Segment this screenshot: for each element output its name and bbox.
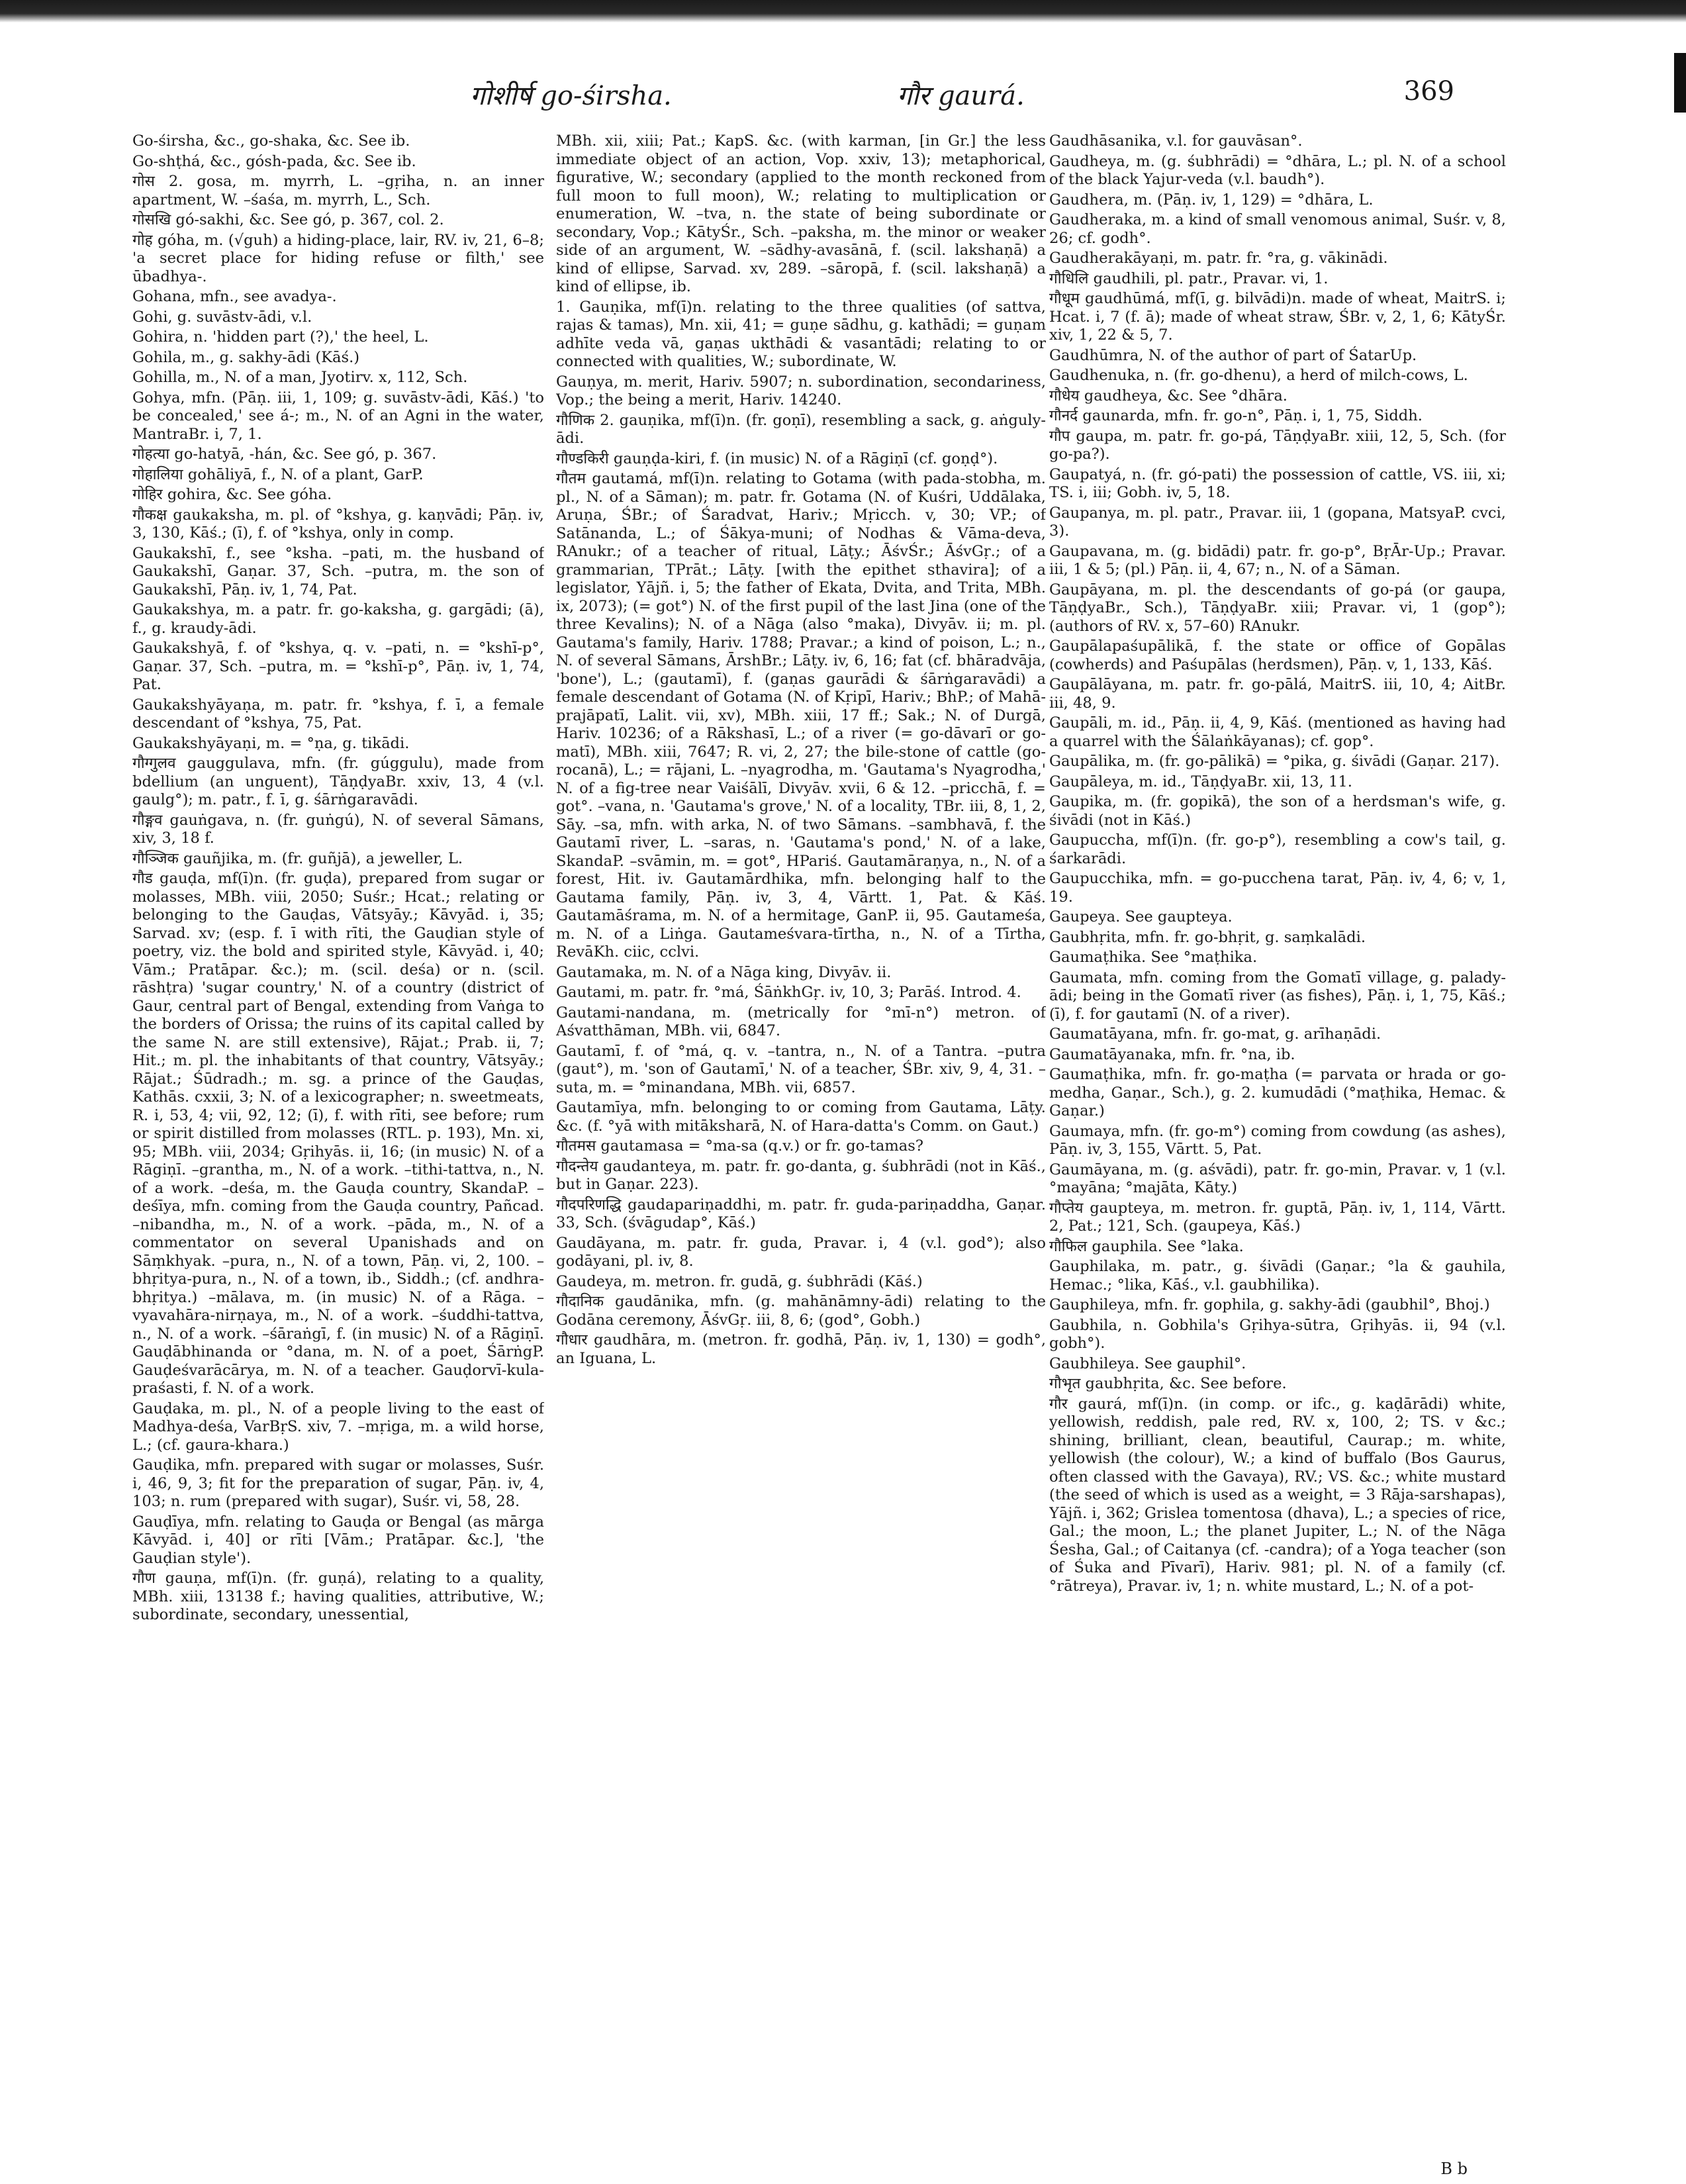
dictionary-entry: Gaumāyana, m. (g. aśvādi), patr. fr. go-min, Pravar. v, 1 (v.l. °mayāna; °majāta, Kāty.): [1049, 1161, 1506, 1196]
dictionary-entry: Gohya, mfn. (Pāṇ. iii, 1, 109; g. suvāstv-ādi, Kāś.) 'to be concealed,' see á-; m., N. of an Agni in the water, MantraBr. i, 7, 1.: [132, 389, 544, 443]
dictionary-entry: गोह góha, m. (√guh) a hiding-place, lair, RV. iv, 21, 6–8; 'a secret place for hiding refuse or filth,' see ūbadhya-.: [132, 231, 544, 285]
dictionary-entry: गौतमस gautamasa = °ma-sa (q.v.) or fr. go-tamas?: [556, 1137, 923, 1155]
dictionary-entry: गौधेय gaudheya, &c. See °dhāra.: [1049, 387, 1288, 404]
dictionary-entry: Gauṇya, m. merit, Hariv. 5907; n. subordination, secondariness, Vop.; the being a merit, Hariv. 14240.: [556, 373, 1046, 408]
dictionary-entry: गौदानिक gaudānika, mfn. (g. mahānāmny-ādi) relating to the Godāna ceremony, ĀśvGṛ. iii, 8, 6; (god°, Gobh.): [556, 1293, 1046, 1329]
dictionary-entry: Gautamaka, m. N. of a Nāga king, Divyāv. ii.: [556, 963, 892, 981]
header-center-catchword: गौर gaurá.: [897, 81, 1025, 111]
dictionary-entry: Gautami-nandana, m. (metrically for °mī-n°) metron. of Aśvatthāman, MBh. vii, 6847.: [556, 1004, 1046, 1039]
dictionary-entry: Gaukakshyāyaṇi, m. = °ṇa, g. tikādi.: [132, 734, 410, 752]
dictionary-entry: Gaudherakāyaṇi, m. patr. fr. °ra, g. vākinādi.: [1049, 250, 1388, 267]
dictionary-entry: गौप gaupa, m. patr. fr. go-pá, TāṇḍyaBr. xiii, 12, 5, Sch. (for go-pa?).: [1049, 427, 1506, 463]
dictionary-entry: Gohana, mfn., see avadya-.: [132, 288, 337, 305]
dictionary-entry: MBh. xii, xiii; Pat.; KapS. &c. (with karman, [in Gr.] the less immediate object of an action, Vop. xxiv, 13); metaphorical, figurative, W.; secondary (applied to the month reckoned from full moon to full moon), W.; relating to multiplication or enumeration, W. –tva, n. the state of being subordinate or secondary, Vop.; KātyŚr., Sch. –paksha, m. the minor or weaker side of an argument, W. –sādhy-avasānā, f. (scil. lakshaṇā) a kind of ellipse, Sarvad. xv, 289. –sāropā, f. (scil. lakshaṇā) a kind of ellipse, ib.: [556, 132, 1046, 295]
dictionary-entry: गौण gauṇa, mf(ī)n. (fr. guṇá), relating to a quality, MBh. xiii, 13138 f.; having qualities, attributive, W.; subordinate, secondary, unessential,: [132, 1570, 544, 1623]
dictionary-entry: गौफिल gauphila. See °laka.: [1049, 1237, 1244, 1255]
scan-top-edge: [0, 0, 1686, 23]
dictionary-entry: गौधूम gaudhūmá, mf(ī, g. bilvādi)n. made of wheat, MaitrS. i; Hcat. i, 7 (f. ā); made of wheat straw, ŚBr. v, 2, 1, 6; KātyŚr. xiv, 1, 22 & 5, 7.: [1049, 290, 1506, 344]
dictionary-entry: Gaupālika, m. (fr. go-pālikā) = °pika, g. śivādi (Gaṇar. 217).: [1049, 753, 1500, 770]
dictionary-entry: गोहालिया gohāliyā, f., N. of a plant, GarP.: [132, 465, 424, 483]
dictionary-entry: गौतम gautamá, mf(ī)n. relating to Gotama (with pada-stobha, m. pl., N. of a Sāman); m. patr. fr. Gotama (N. of Kuśri, Uddālaka, Aruṇa, ŚBr.; of Śaradvat, Hariv.; Mṛicch. v, 30; VP.; of Satānanda, L.; of Śākya-muni; of Nodhas & Vāma-deva, RAnukr.; of a teacher of ritual, Lāṭy.; ĀśvŚr.; ĀśvGṛ.; of a grammarian, TPrāt.; Lāṭy. [with the epithet sthavira]; of a legislator, Yājñ. i, 5; the father of Ekata, Dvita, and Trita, MBh. ix, 2073); (= got°) N. of the first pupil of the last Jina (one of the three Kevalins); N. of a Nāga (also °maka), Divyāv. ii; m. pl. Gautama's family, Hariv. 1788; Pravar.; a kind of poison, L.; n., N. of several Sāmans, ĀrshBr.; Lāṭy. iv, 6, 16; fat (cf. bhāradvāja, 'bone'), L.; (gautamī), f. (gaṇas gaurādi & śārṅgaravādi) a female descendant of Gotama (N. of Kṛipī, Hariv.; BhP.; of Mahā-prajāpatī, Lalit. vii, xv), MBh. xiii, 17 ff.; Sak.; N. of Durgā, Hariv. 10236; of a Rākshasī, L.; of a river (= go-dāvarī or go-matī), MBh. xiii, 7647; R. vi, 2, 27; the bile-stone of cattle (go-rocanā), L.; = rājani, L. –nyagrodha, m. 'Gautama's Nyagrodha,' N. of a fig-tree near Vaiśālī, Divyāv. xvii, 6 & 12. –pricchā, f. = got°. –vana, n. 'Gautama's grove,' N. of a locality, TBr. iii, 8, 1, 2, Sāy. –sa, mfn. with arka, N. of two Sāmans. –sambhavā, f. the Gautamī river, L. –saras, n. 'Gautama's pond,' N. of a lake, SkandaP. –svāmin, m. = got°, HPariś. Gautamāraṇya, n., N. of a forest, Hit. iv. Gautamārdhika, mfn. belonging half to the Gautama family, Pāṇ. iv, 3, 4, Vārtt. 1, Pat. & Kāś. Gautamāśrama, m. N. of a hermitage, GanP. ii, 95. Gautameśa, m. N. of a Liṅga. Gautameśvara-tīrtha, n., N. of a Tīrtha, RevāKh. ciic, cclvi.: [556, 470, 1046, 961]
dictionary-entry: Gaubhila, n. Gobhila's Gṛihya-sūtra, Gṛihyās. ii, 94 (v.l. gobh°).: [1049, 1316, 1506, 1352]
dictionary-entry: गौभृत gaubhṛita, &c. See before.: [1049, 1375, 1287, 1392]
header-left-catchword: गोशीर्ष go-śirsha.: [470, 81, 672, 111]
dictionary-entry: Gautamī, f. of °má, q. v. –tantra, n., N. of a Tantra. –putra (gaut°), m. 'son of Gautamī,' N. of a teacher, ŚBr. xiv, 9, 4, 31. –suta, m. = °minandana, MBh. vii, 6857.: [556, 1042, 1046, 1096]
page-number: 369: [1403, 76, 1454, 107]
dictionary-entry: Gaupanya, m. pl. patr., Pravar. iii, 1 (gopana, MatsyaP. cvci, 3).: [1049, 504, 1506, 540]
column-middle: [556, 132, 1046, 2152]
dictionary-entry: Gaumata, mfn. coming from the Gomatī village, g. palady-ādi; being in the Gomatī river (as fishes), Pāṇ. i, 1, 75, Kāś.; (ī), f. for gautamī (N. of a river).: [1049, 969, 1506, 1023]
dictionary-entry: गौङ्गव gauṅgava, n. (fr. guṅgú), N. of several Sāmans, xiv, 3, 18 f.: [132, 811, 544, 847]
dictionary-entry: गौधिलि gaudhili, pl. patr., Pravar. vi, 1.: [1049, 269, 1329, 287]
dictionary-entry: Gaukakshyā, f. of °kshya, q. v. –pati, n. = °kshī-p°, Gaṇar. 37, Sch. –putra, m. = °kshī-p°, Pāṇ. iv, 1, 74, Pat.: [132, 640, 544, 693]
dictionary-entry: Gaukakshya, m. a patr. fr. go-kaksha, g. gargādi; (ā), f., g. kraudy-ādi.: [132, 601, 544, 637]
dictionary-entry: Gauḍaka, m. pl., N. of a people living to the east of Madhya-deśa, VarBṛS. xiv, 7. –mṛiga, m. a wild horse, L.; (cf. gaura-khara.): [132, 1400, 544, 1454]
dictionary-entry: Gautami, m. patr. fr. °má, ŚāṅkhGṛ. iv, 10, 3; Parāś. Introd. 4.: [556, 984, 1021, 1001]
dictionary-entry: Gaupika, m. (fr. gopikā), the son of a herdsman's wife, g. śivādi (not in Kāś.): [1049, 793, 1506, 829]
dictionary-entry: Gohi, g. suvāstv-ādi, v.l.: [132, 308, 312, 326]
dictionary-entry: Gaupāyana, m. pl. the descendants of go-pá (or gaupa, TāṇḍyaBr., Sch.), TāṇḍyaBr. xiii; Pravar. vi, 1 (gop°); (authors of RV. x, 57–60) RAnukr.: [1049, 581, 1506, 635]
dictionary-entry: Gaupucchika, mfn. = go-pucchena tarat, Pāṇ. iv, 4, 6; v, 1, 19.: [1049, 870, 1506, 906]
dictionary-entry: Gaukakshyāyaṇa, m. patr. fr. °kshya, f. ī, a female descendant of °kshya, 75, Pat.: [132, 696, 544, 732]
dictionary-entry: Gaupatyá, n. (fr. gó-pati) the possession of cattle, VS. iii, xi; TS. i, iii; Gobh. iv, 5, 18.: [1049, 465, 1506, 501]
dictionary-entry: गोहिर gohira, &c. See góha.: [132, 486, 332, 503]
dictionary-entry: Gauḍika, mfn. prepared with sugar or molasses, Suśr. i, 46, 9, 3; fit for the preparation of sugar, Pāṇ. iv, 4, 103; n. rum (prepared with sugar), Suśr. vi, 58, 28.: [132, 1456, 544, 1510]
dictionary-entry: Gaumaṭhika, mfn. fr. go-maṭha (= parvata or hrada or go-medha, Gaṇar., Sch.), g. 2. kumudādi (°maṭhika, Hemac. & Gaṇar.): [1049, 1066, 1506, 1119]
dictionary-entry: Gaudhāsanika, v.l. for gauvāsan°.: [1049, 132, 1303, 150]
dictionary-entry: Gauḍīya, mfn. relating to Gauḍa or Bengal (as mārga Kāvyād. i, 40] or rīti [Vām.; Pratāpar. &c.], 'the Gauḍian style').: [132, 1513, 544, 1567]
dictionary-entry: Go-śirsha, &c., go-shaka, &c. See ib.: [132, 132, 410, 150]
dictionary-entry: गौणिक 2. gauṇika, mf(ī)n. (fr. goṇī), resembling a sack, g. aṅguly-ādi.: [556, 411, 1046, 447]
dictionary-entry: Gaumaya, mfn. (fr. go-m°) coming from cowdung (as ashes), Pāṇ. iv, 3, 155, Vārtt. 5, Pat.: [1049, 1122, 1506, 1158]
dictionary-entry: Gaubhṛita, mfn. fr. go-bhṛit, g. saṃkalādi.: [1049, 928, 1366, 946]
column-right: [1049, 132, 1506, 2152]
dictionary-entry: 1. Gauṇika, mf(ī)n. relating to the three qualities (of sattva, rajas & tamas), Mn. xii, 41; = guṇe sādhu, g. kathādi; = guṇam adhīte veda vā, gaṇas ukthādi & vasantādi; relating to or connected with qualities, W.; subordinate, W.: [556, 298, 1046, 370]
dictionary-entry: Gaupālāyana, m. patr. fr. go-pālá, MaitrS. iii, 10, 4; AitBr. iii, 48, 9.: [1049, 676, 1506, 712]
dictionary-entry: Gaupāleya, m. id., TāṇḍyaBr. xii, 13, 11.: [1049, 773, 1352, 790]
dictionary-entry: Gaudheraka, m. a kind of small venomous animal, Suśr. v, 8, 26; cf. godh°.: [1049, 211, 1506, 247]
dictionary-entry: Gaumatāyana, mfn. fr. go-mat, g. arīhaṇādi.: [1049, 1025, 1382, 1043]
dictionary-entry: Gaupālapaśupālikā, f. the state or office of Gopālas (cowherds) and Paśupālas (herdsmen), Pāṇ. v, 1, 133, Kāś.: [1049, 638, 1506, 673]
dictionary-entry: Gaupāli, m. id., Pāṇ. ii, 4, 9, Kāś. (mentioned as having had a quarrel with the Śālaṅkāyanas); cf. gop°.: [1049, 714, 1506, 750]
dictionary-entry: गौकक्ष gaukaksha, m. pl. of °kshya, g. kaṇvādi; Pāṇ. iv, 3, 130, Kāś.; (ī), f. of °kshya, only in comp.: [132, 506, 544, 542]
dictionary-entry: गौप्तेय gaupteya, m. metron. fr. guptā, Pāṇ. iv, 1, 114, Vārtt. 2, Pat.; 121, Sch. (gaupeya, Kāś.): [1049, 1199, 1506, 1235]
dictionary-entry: Gohira, n. 'hidden part (?),' the heel, L.: [132, 328, 429, 346]
dictionary-entry: Gaudheya, m. (g. śubhrādi) = °dhāra, L.; pl. N. of a school of the black Yajur-veda (v.l. baudh°).: [1049, 152, 1506, 188]
dictionary-entry: Gaumaṭhika. See °maṭhika.: [1049, 949, 1258, 966]
dictionary-entry: Gauphilaka, m. patr., g. śivādi (Gaṇar.; °la & gauhila, Hemac.; °lika, Kāś., v.l. gaubhilika).: [1049, 1258, 1506, 1294]
dictionary-entry: गौड gauḍa, mf(ī)n. (fr. guḍa), prepared from sugar or molasses, MBh. viii, 2050; Suśr.; Hcat.; relating or belonging to the Gauḍas, Vātsyāy.; Kāvyād. i, 35; Sarvad. xv; (esp. f. ī with rīti, the Gauḍian style of poetry, viz. the bold and spirited style, Kāvyād. i, 40; Vām.; Pratāpar. &c.); m. (scil. deśa) or n. (scil. rāshṭra) 'sugar country,' N. of a country (district of Gaur, central part of Bengal, extending from Vaṅga to the borders of Orissa; the ruins of its capital called by the same N. are still extensive), Rājat.; Prab. ii, 7; Hit.; m. pl. the inhabitants of that country, Vātsyāy.; Rājat.; Śūdradh.; m. sg. a prince of the Gauḍas, Kathās. cxxii, 3; N. of a lexicographer; n. sweetmeats, R. i, 53, 4; vii, 92, 12; (ī), f. with rīti, see before; rum or spirit distilled from molasses (RTL. p. 193), Mn. xi, 95; MBh. viii, 2034; Gṛihyās. ii, 16; (in music) N. of a Rāgiṇī. –grantha, m., N. of a work. –tithi-tattva, n., N. of a work. –deśa, m. the Gauḍa country, SkandaP. –deśīya, mfn. coming from the Gauḍa country, Pañcad. –nibandha, m., N. of a work. –pāda, m., N. of a commentator on several Upanishads and on Sāṃkhyak. –pura, n., N. of a town, Pāṇ. vi, 2, 100. –bhṛitya-pura, n., N. of a town, ib., Siddh.; (cf. andhra-bhṛitya.) –mālava, m. (in music) N. of a Rāga. –vyavahāra-nirṇaya, m., N. of a work. –śuddhi-tattva, n., N. of a work. –śāraṅgī, f. (in music) N. of a Rāgiṇī. Gauḍābhinanda or °dana, m. N. of a poet, ŚārṅgP. Gauḍeśvarācārya, m. N. of a teacher. Gauḍorvī-kula-praśasti, f. N. of a work.: [132, 870, 544, 1397]
dictionary-entry: Gaudhera, m. (Pāṇ. iv, 1, 129) = °dhāra, L.: [1049, 191, 1374, 209]
dictionary-entry: Gaukakshī, f., see °ksha. –pati, m. the husband of Gaukakshī, Gaṇar. 37, Sch. –putra, m. the son of Gaukakshī, Pāṇ. iv, 1, 74, Pat.: [132, 544, 544, 598]
dictionary-entry: Go-shṭhá, &c., gósh-pada, &c. See ib.: [132, 152, 416, 170]
dictionary-entry: Gauphileya, mfn. fr. gophila, g. sakhy-ādi (gaubhil°, Bhoj.): [1049, 1296, 1490, 1313]
dictionary-entry: Gaudāyana, m. patr. fr. guda, Pravar. i, 4 (v.l. god°); also godāyani, pl. iv, 8.: [556, 1234, 1046, 1270]
dictionary-entry: गौनर्द gaunarda, mfn. fr. go-n°, Pāṇ. i, 1, 75, Siddh.: [1049, 407, 1423, 424]
dictionary-entry: Gohilla, m., N. of a man, Jyotirv. x, 112, Sch.: [132, 369, 468, 386]
signature-mark: B b: [1440, 2160, 1468, 2178]
dictionary-entry: Gaudhūmra, N. of the author of part of ŚatarUp.: [1049, 346, 1417, 364]
dictionary-entry: गौञ्जिक gauñjika, m. (fr. guñjā), a jeweller, L.: [132, 849, 463, 867]
dictionary-entry: Gaupuccha, mf(ī)n. (fr. go-p°), resembling a cow's tail, g. śarkarādi.: [1049, 831, 1506, 867]
dictionary-entry: Gaupavana, m. (g. bidādi) patr. fr. go-p°, BṛĀr-Up.; Pravar. iii, 1 & 5; (pl.) Pāṇ. ii, 4, 67; n., N. of a Sāman.: [1049, 542, 1506, 578]
dictionary-entry: Gaupeya. See gaupteya.: [1049, 908, 1233, 926]
dictionary-entry: Gaumatāyanaka, mfn. fr. °na, ib.: [1049, 1045, 1295, 1063]
dictionary-entry: गोहत्या go-hatyā, -hán, &c. See gó, p. 367.: [132, 446, 437, 463]
page-header: [0, 76, 1686, 122]
dictionary-entry: गोसखि gó-sakhi, &c. See gó, p. 367, col. 2.: [132, 211, 444, 228]
dictionary-entry: Gautamīya, mfn. belonging to or coming from Gautama, Lāṭy. &c. (f. °yā with mitāksharā, N. of Hara-datta's Comm. on Gaut.): [556, 1099, 1046, 1135]
dictionary-entry: गौण्डकिरी gauṇḍa-kiri, f. (in music) N. of a Rāgiṇī (cf. goṇḍ°).: [556, 450, 998, 467]
dictionary-entry: गौग्गुलव gauggulava, mfn. (fr. gúggulu), made from bdellium (an unguent), TāṇḍyaBr. xxiv, 13, 4 (v.l. gaulg°); m. patr., f. ī, g. śārṅgaravādi.: [132, 755, 544, 808]
dictionary-entry: Gaudhenuka, n. (fr. go-dhenu), a herd of milch-cows, L.: [1049, 367, 1468, 384]
dictionary-entry: Gaubhileya. See gauphil°.: [1049, 1354, 1246, 1372]
dictionary-entry: Gohila, m., g. sakhy-ādi (Kāś.): [132, 348, 360, 366]
dictionary-entry: Gaudeya, m. metron. fr. gudā, g. śubhrādi (Kāś.): [556, 1272, 923, 1290]
dictionary-entry: गौदपरिणद्धि gaudapariṇaddhi, m. patr. fr. guda-pariṇaddha, Gaṇar. 33, Sch. (śvāgudap°, Kāś.): [556, 1196, 1046, 1231]
dictionary-entry: गौदन्तेय gaudanteya, m. patr. fr. go-danta, g. śubhrādi (not in Kāś., but in Gaṇar. 223).: [556, 1157, 1046, 1193]
dictionary-entry: गोस 2. gosa, m. myrrh, L. –gṛiha, n. an inner apartment, W. –śaśa, m. myrrh, L., Sch.: [132, 173, 544, 209]
dictionary-entry: गौर gaurá, mf(ī)n. (in comp. or ifc., g. kaḍārādi) white, yellowish, reddish, pale red, RV. x, 100, 2; TS. v &c.; shining, brilliant, clean, beautiful, Caurap.; m. white, yellowish (the colour), W.; a kind of buffalo (Bos Gaurus, often classed with the Gavaya), RV.; VS. &c.; white mustard (the seed of which is used as a weight, = 3 Rāja-sarshapas), Yājñ. i, 362; Grislea tomentosa (dhava), L.; a species of rice, Gal.; the moon, L.; the planet Jupiter, L.; N. of the Nāga Śesha, Gal.; of Caitanya (cf. -candra); of a Yoga teacher (son of Śuka and Pīvarī), Hariv. 981; pl. N. of a family (cf. °rātreya), Pravar. iv, 1; n. white mustard, L.; N. of a pot-: [1049, 1395, 1506, 1595]
dictionary-entry: गौधार gaudhāra, m. (metron. fr. godhā, Pāṇ. iv, 1, 130) = godh°, an Iguana, L.: [556, 1331, 1046, 1367]
column-left: [132, 132, 544, 2152]
